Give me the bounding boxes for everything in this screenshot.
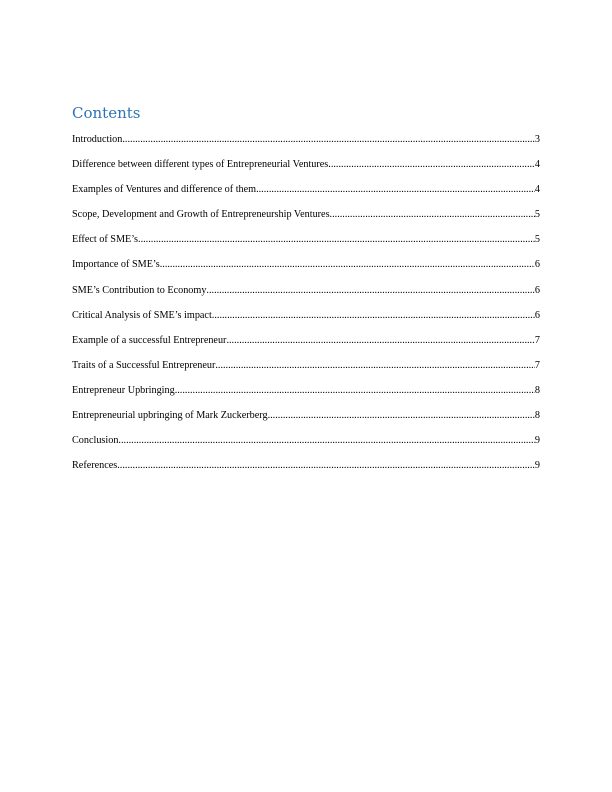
table-of-contents xyxy=(72,133,540,484)
toc-entry-title: Examples of Ventures and difference of them xyxy=(72,184,257,196)
toc-entry-title: Scope, Development and Growth of Entrepreneurship Ventures xyxy=(72,209,330,221)
toc-entry-title: Importance of SME’s xyxy=(72,259,160,271)
toc-dot-leader xyxy=(256,183,535,196)
toc-entry-entrepreneur-upbringing[interactable] xyxy=(72,384,540,409)
toc-entry-title: Difference between different types of Entrepreneurial Ventures xyxy=(72,159,329,171)
toc-dot-leader xyxy=(212,309,535,322)
toc-entry-conclusion[interactable] xyxy=(72,434,540,459)
toc-entry-title: SME’s Contribution to Economy xyxy=(72,284,207,296)
toc-entry-smes-contribution[interactable] xyxy=(72,284,540,309)
toc-entry-scope-growth[interactable] xyxy=(72,208,540,233)
toc-entry-page: 8 xyxy=(534,410,540,422)
toc-entry-title: Critical Analysis of SME’s impact xyxy=(72,309,212,321)
toc-entry-title: Effect of SME’s xyxy=(72,234,139,246)
toc-entry-title: Introduction xyxy=(72,134,123,145)
toc-entry-title: Conclusion xyxy=(72,435,119,447)
toc-entry-page: 9 xyxy=(534,460,540,472)
toc-entry-example-entrepreneur[interactable] xyxy=(72,334,540,359)
toc-entry-difference-ventures[interactable] xyxy=(72,158,540,183)
toc-entry-page: 4 xyxy=(534,184,540,196)
toc-entry-page: 5 xyxy=(534,209,540,221)
toc-entry-traits-entrepreneur[interactable] xyxy=(72,359,540,384)
toc-entry-page: 4 xyxy=(534,159,540,171)
toc-entry-zuckerberg-upbringing[interactable] xyxy=(72,409,540,434)
toc-dot-leader xyxy=(117,459,535,472)
toc-entry-references[interactable] xyxy=(72,459,540,484)
toc-entry-title: Traits of a Successful Entrepreneur xyxy=(72,359,216,371)
toc-entry-page: 6 xyxy=(534,309,540,321)
toc-entry-introduction[interactable] xyxy=(72,133,540,158)
toc-entry-title: References xyxy=(72,460,118,472)
toc-dot-leader xyxy=(268,409,535,422)
toc-dot-leader xyxy=(328,158,535,171)
toc-entry-page: 7 xyxy=(534,359,540,371)
toc-dot-leader xyxy=(226,334,534,347)
toc-entry-page: 7 xyxy=(534,334,540,346)
toc-entry-critical-analysis[interactable] xyxy=(72,309,540,334)
toc-dot-leader xyxy=(175,384,535,397)
toc-dot-leader xyxy=(122,133,535,146)
toc-entry-page: 9 xyxy=(534,435,540,447)
toc-dot-leader xyxy=(215,359,535,372)
toc-heading: Contents xyxy=(72,104,141,122)
toc-entry-importance-smes[interactable] xyxy=(72,258,540,283)
toc-entry-page: 6 xyxy=(534,284,540,296)
toc-entry-title: Entrepreneurial upbringing of Mark Zuckerberg xyxy=(72,410,268,422)
toc-dot-leader xyxy=(206,284,534,297)
toc-entry-effect-smes[interactable] xyxy=(72,233,540,258)
toc-dot-leader xyxy=(330,208,535,221)
toc-entry-page: 3 xyxy=(534,134,540,145)
toc-dot-leader xyxy=(160,258,535,271)
toc-dot-leader xyxy=(138,233,535,246)
toc-dot-leader xyxy=(118,434,534,447)
toc-entry-examples-ventures[interactable] xyxy=(72,183,540,208)
toc-entry-title: Entrepreneur Upbringing xyxy=(72,384,175,396)
toc-entry-page: 8 xyxy=(534,384,540,396)
toc-entry-page: 5 xyxy=(534,234,540,246)
toc-entry-title: Example of a successful Entrepreneur xyxy=(72,334,227,346)
toc-entry-page: 6 xyxy=(534,259,540,271)
